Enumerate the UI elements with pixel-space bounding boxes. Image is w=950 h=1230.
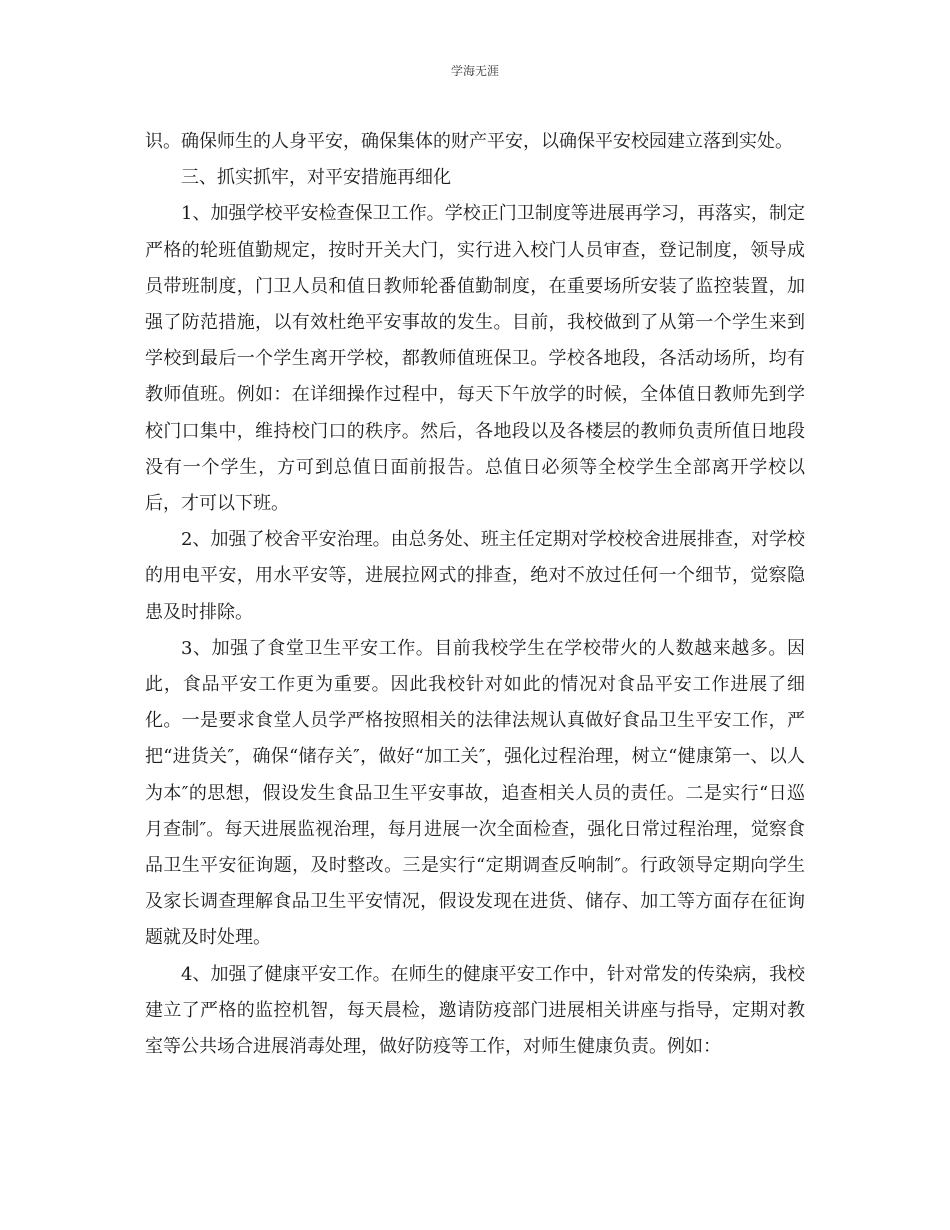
- paragraph-canteen-hygiene: 3、加强了食堂卫生平安工作。目前我校学生在学校带火的人数越来越多。因此，食品平安工作更为重要。因此我校针对如此的情况对食品平安工作进展了细化。一是要求食堂人员学严格按照相关的法律法规认真做好食品卫生平安工作，严把“进货关″，确保“储存关″，做好“加工关″，强化过程治理，树立“健康第一、以人为本″的思想，假设发生食品卫生平安事故，追查相关人员的责任。二是实行“日巡月查制″。每天进展监视治理，每月进展一次全面检查，强化日常过程治理，觉察食品卫生平安征询题，及时整改。三是实行“定期调查反响制″。行政领导定期向学生及家长调查理解食品卫生平安情况，假设发现在进货、储存、加工等方面存在征询题就及时处理。: [145, 637, 805, 949]
- paragraph-health-safety: 4、加强了健康平安工作。在师生的健康平安工作中，针对常发的传染病，我校建立了严格的监控机智，每天晨检，邀请防疫部门进展相关讲座与指导，定期对教室等公共场合进展消毒处理，做好防疫等工作，对师生健康负责。例如：: [145, 963, 805, 1058]
- paragraph-continuation: 识。确保师生的人身平安，确保集体的财产平安，以确保平安校园建立落到实处。: [145, 131, 793, 152]
- paragraph-building-management: 2、加强了校舍平安治理。由总务处、班主任定期对学校校舍进展排查，对学校的用电平安，用水平安等，进展拉网式的排查，绝对不放过任何一个细节，觉察隐患及时排除。: [145, 529, 805, 623]
- page-header: 学海无涯: [450, 64, 499, 78]
- paragraph-security-inspection: 1、加强学校平安检查保卫工作。学校正门卫制度等进展再学习，再落实，制定严格的轮班值勤规定，按时开关大门，实行进入校门人员审查，登记制度，领导成员带班制度，门卫人员和值日教师轮番值勤制度，在重要场所安装了监控装置，加强了防范措施，以有效杜绝平安事故的发生。目前，我校做到了从第一个学生来到学校到最后一个学生离开学校，都教师值班保卫。学校各地段，各活动场所，均有教师值班。例如：在详细操作过程中，每天下午放学的时候，全体值日教师先到学校门口集中，维持校门口的秩序。然后，各地段以及各楼层的教师负责所值日地段没有一个学生，方可到总值日面前报告。总值日必须等全校学生全部离开学校以后，才可以下班。: [145, 203, 805, 515]
- section-heading: 三、抓实抓牢，对平安措施再细化: [181, 167, 451, 189]
- document-body: [145, 124, 805, 1065]
